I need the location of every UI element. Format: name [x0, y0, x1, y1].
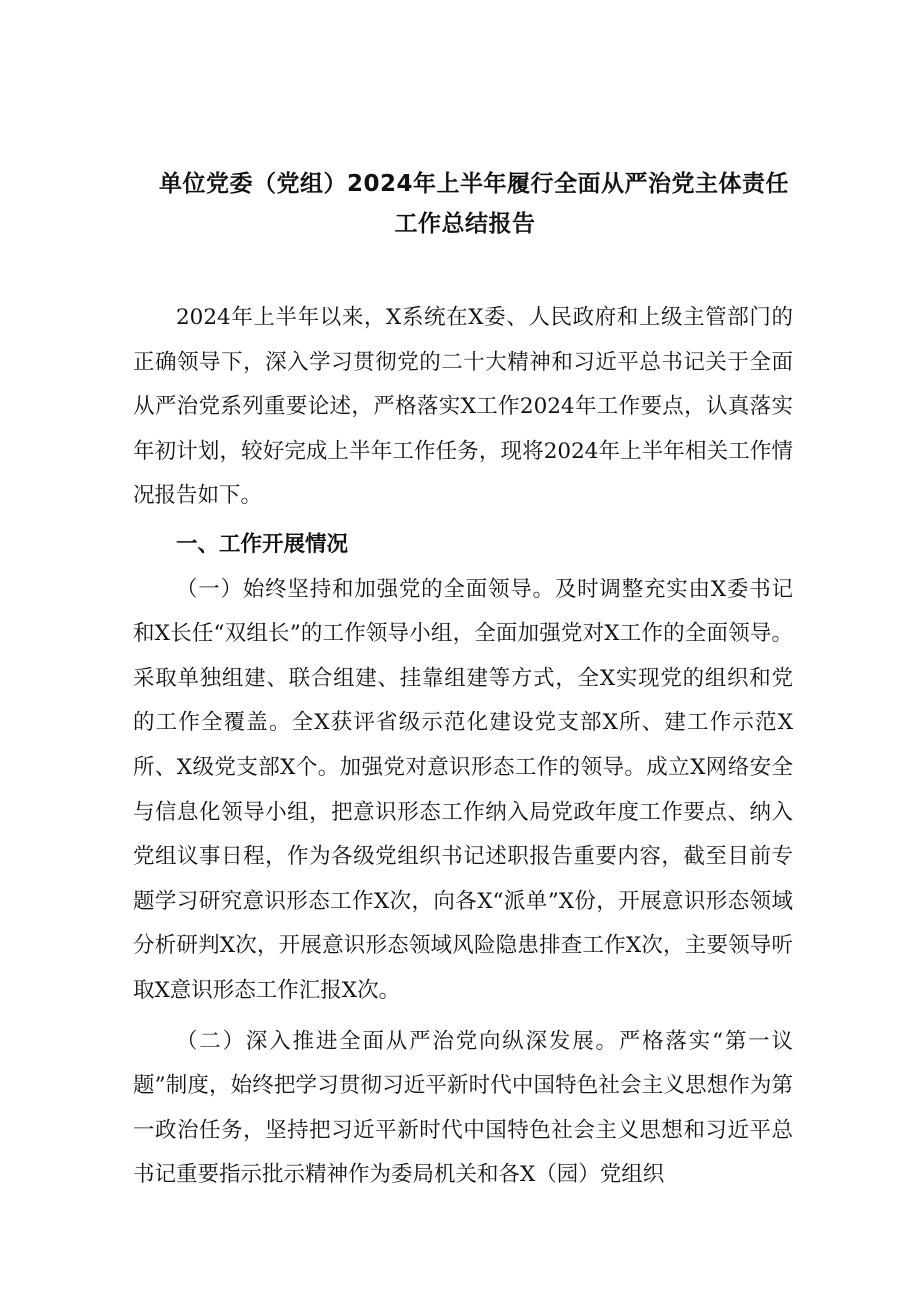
document-title-line-1: 单位党委（党组）2024年上半年履行全面从严治党主体责任	[158, 171, 789, 197]
paragraph-1: （一）始终坚持和加强党的全面领导。及时调整充实由X委书记和X长任“双组长”的工作领导小组，全面加强党对X工作的全面领导。采取单独组建、联合组建、挂靠组建等方式，全X实现党的组织和党的工作全覆盖。全X获评省级示范化建设党支部X所、建工作示范X所、X级党支部X个。加强党对意识形态工作的领导。成立X网络安全与信息化领导小组，把意识形态工作纳入局党政年度工作要点、纳入党组议事日程，作为各级党组织书记述职报告重要内容，截至目前专题学习研究意识形态工作X次，向各X“派单”X份，开展意识形态领域分析研判X次，开展意识形态领域风险隐患排查工作X次，主要领导听取X意识形态工作汇报X次。	[133, 576, 793, 1003]
paragraph-2: （二）深入推进全面从严治党向纵深发展。严格落实“第一议题”制度，始终把学习贯彻习近平新时代中国特色社会主义思想作为第一政治任务，坚持把习近平新时代中国特色社会主义思想和习近平总书记重要指示批示精神作为委局机关和各X（园）党组织	[133, 1028, 793, 1188]
document-body	[133, 296, 793, 1198]
document-title-line-2: 工作总结报告	[394, 211, 536, 237]
intro-paragraph: 2024年上半年以来，X系统在X委、人民政府和上级主管部门的正确领导下，深入学习贯彻党的二十大精神和习近平总书记关于全面从严治党系列重要论述，严格落实X工作2024年工作要点，认真落实年初计划，较好完成上半年工作任务，现将2024年上半年相关工作情况报告如下。	[133, 305, 793, 509]
section-heading-1: 一、工作开展情况	[176, 531, 349, 557]
